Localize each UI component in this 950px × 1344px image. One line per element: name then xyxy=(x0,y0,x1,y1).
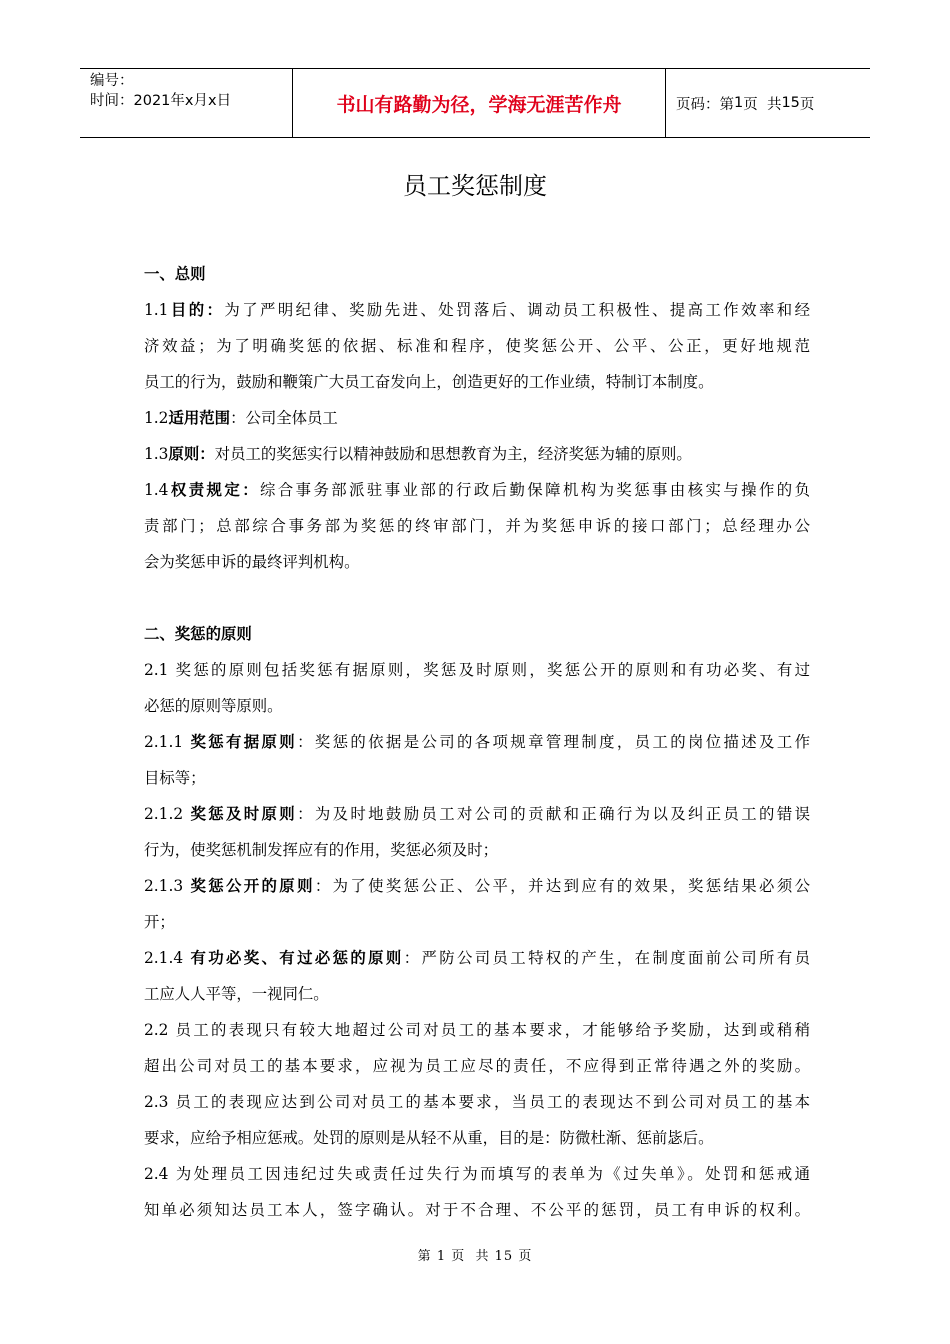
clause-number: 2.1.3 xyxy=(144,877,184,895)
paragraph-line: 2.3 员工的表现应达到公司对员工的基本要求，当员工的表现达不到公司对员工的基本 xyxy=(144,1093,810,1111)
paragraph-line: 要求，应给予相应惩戒。处罚的原则是从轻不从重，目的是：防微杜渐、惩前毖后。 xyxy=(144,1129,714,1147)
clause-label: 权责规定： xyxy=(168,481,261,499)
clause-number: 2.1.1 xyxy=(144,733,184,751)
document-body xyxy=(144,256,810,1228)
clause-number: 1.1 xyxy=(144,301,169,319)
paragraph-line: 责部门；总部综合事务部为奖惩的终审部门，并为奖惩申诉的接口部门；总经理办公 xyxy=(144,517,810,535)
paragraph-line: 开； xyxy=(144,913,175,931)
section-spacer xyxy=(144,580,810,616)
document-date: 时间：2021年x月x日 xyxy=(90,93,232,109)
header-meta xyxy=(80,69,292,137)
footer-page-total: 15 xyxy=(494,1249,514,1264)
paragraph-line xyxy=(144,436,810,472)
footer-page-number: 1 xyxy=(436,1249,447,1264)
clause-number: 2.1.2 xyxy=(144,805,184,823)
page-mid: 页 共 xyxy=(743,96,782,113)
paragraph-line: 必惩的原则等原则。 xyxy=(144,697,283,715)
clause-text: ：严防公司员工特权的产生，在制度面前公司所有员 xyxy=(403,949,810,967)
clause-text: ：为了使奖惩公正、公平，并达到应有的效果，奖惩结果必须公 xyxy=(314,877,810,895)
paragraph-line: 超出公司对员工的基本要求，应视为员工应尽的责任，不应得到正常待遇之外的奖励。 xyxy=(144,1057,810,1075)
paragraph-line xyxy=(144,472,810,508)
page-prefix: 页码：第 xyxy=(676,96,734,113)
paragraph-line: 2.2 员工的表现只有较大地超过公司对员工的基本要求，才能够给予奖励，达到或稍稍 xyxy=(144,1021,810,1039)
clause-label: 适用范围 xyxy=(168,409,231,427)
clause-text: ：为及时地鼓励员工对公司的贡献和正确行为以及纠正员工的错误 xyxy=(297,805,810,823)
document-number-label: 编号： xyxy=(90,73,134,89)
document-header xyxy=(80,68,870,138)
paragraph-line: 会为奖惩申诉的最终评判机构。 xyxy=(144,553,360,571)
paragraph-line: 目标等； xyxy=(144,769,206,787)
clause-text: 为了严明纪律、奖励先进、处罚落后、调动员工积极性、提高工作效率和经 xyxy=(224,301,810,319)
paragraph-line: 2.1 奖惩的原则包括奖惩有据原则，奖惩及时原则，奖惩公开的原则和有功必奖、有过 xyxy=(144,661,810,679)
clause-label: 奖惩有据原则 xyxy=(190,733,298,751)
paragraph-line: 工应人人平等，一视同仁。 xyxy=(144,985,329,1003)
clause-text: ：公司全体员工 xyxy=(230,409,338,427)
clause-label: 奖惩公开的原则 xyxy=(190,877,315,895)
page-total: 15 xyxy=(781,95,800,111)
page-number: 1 xyxy=(734,95,744,111)
section-heading: 二、奖惩的原则 xyxy=(144,625,252,643)
paragraph-line xyxy=(144,724,810,760)
footer-prefix: 第 xyxy=(417,1249,432,1264)
paragraph-line xyxy=(144,400,810,436)
header-motto: 书山有路勤为径，学海无涯苦作舟 xyxy=(292,69,666,137)
clause-number: 1.2 xyxy=(144,409,169,427)
clause-text: 综合事务部派驻事业部的行政后勤保障机构为奖惩事由核实与操作的负 xyxy=(260,481,810,499)
clause-label: 有功必奖、有过必惩的原则 xyxy=(190,949,404,967)
clause-text: 对员工的奖惩实行以精神鼓励和思想教育为主，经济奖惩为辅的原则。 xyxy=(214,445,692,463)
page-footer xyxy=(0,1245,950,1264)
header-page-info xyxy=(666,69,870,137)
clause-text: ：奖惩的依据是公司的各项规章管理制度，员工的岗位描述及工作 xyxy=(297,733,810,751)
clause-label: 目的： xyxy=(168,301,225,319)
paragraph-line: 知单必须知达员工本人，签字确认。对于不合理、不公平的惩罚，员工有申诉的权利。 xyxy=(144,1201,810,1219)
page-suffix: 页 xyxy=(799,96,815,113)
clause-number: 1.3 xyxy=(144,445,169,463)
paragraph-line: 济效益；为了明确奖惩的依据、标准和程序，使奖惩公开、公平、公正，更好地规范 xyxy=(144,337,810,355)
paragraph-line: 行为，使奖惩机制发挥应有的作用，奖惩必须及时； xyxy=(144,841,498,859)
clause-label: 原则： xyxy=(168,445,215,463)
paragraph-line: 2.4 为处理员工因违纪过失或责任过失行为而填写的表单为《过失单》。处罚和惩戒通 xyxy=(144,1165,810,1183)
clause-label: 奖惩及时原则 xyxy=(190,805,298,823)
paragraph-line xyxy=(144,796,810,832)
paragraph-line: 员工的行为，鼓励和鞭策广大员工奋发向上，创造更好的工作业绩，特制订本制度。 xyxy=(144,373,714,391)
paragraph-line xyxy=(144,868,810,904)
paragraph-line xyxy=(144,292,810,328)
clause-number: 2.1.4 xyxy=(144,949,184,967)
document-title: 员工奖惩制度 xyxy=(403,172,547,200)
clause-number: 1.4 xyxy=(144,481,169,499)
section-heading: 一、总则 xyxy=(144,265,206,283)
footer-mid: 页 共 xyxy=(451,1249,490,1264)
footer-suffix: 页 xyxy=(518,1249,533,1264)
paragraph-line xyxy=(144,940,810,976)
